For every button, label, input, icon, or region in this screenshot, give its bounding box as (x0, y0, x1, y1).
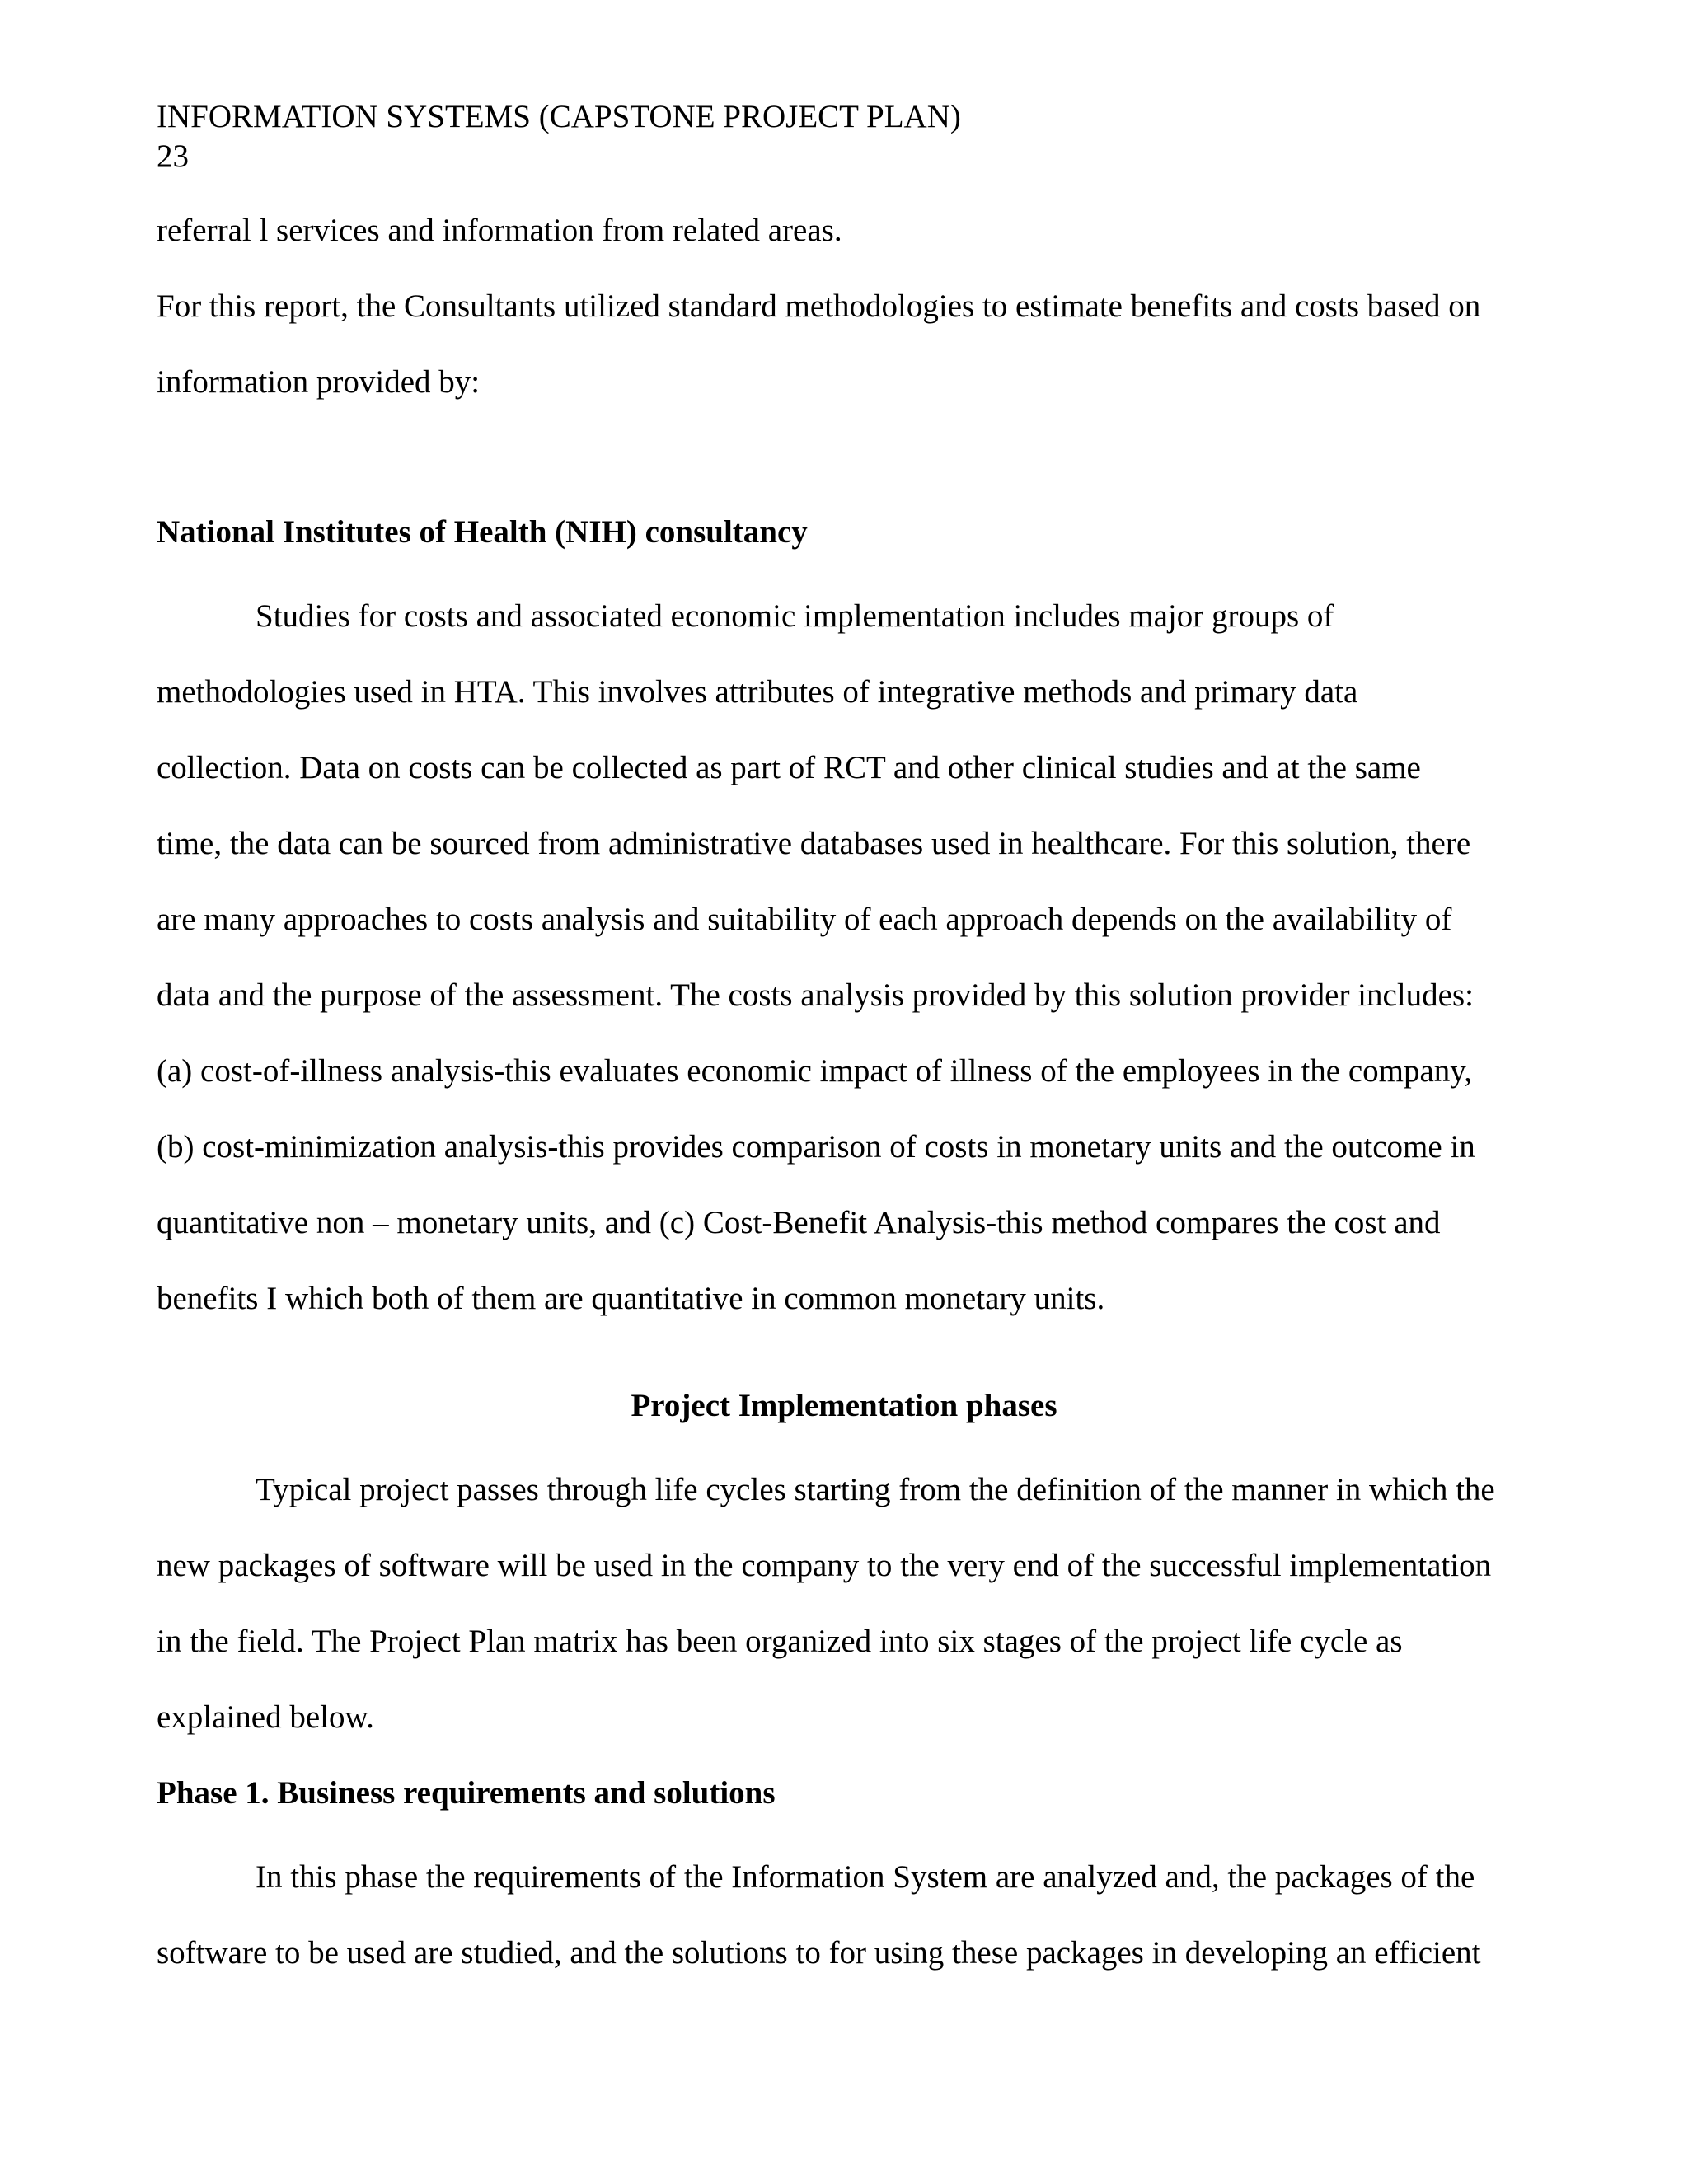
paragraph-line: time, the data can be sourced from administrative databases used in healthcare. For this solution, there (157, 826, 1471, 861)
paragraph-line: are many approaches to costs analysis and suitability of each approach depends on the availability of (157, 902, 1452, 937)
paragraph-line: Typical project passes through life cycles starting from the definition of the manner in which the (256, 1472, 1495, 1507)
paragraph-line: data and the purpose of the assessment. The costs analysis provided by this solution provider includes: (157, 977, 1474, 1013)
page-number: 23 (157, 138, 189, 174)
paragraph-line: In this phase the requirements of the Information System are analyzed and, the packages of the (256, 1859, 1475, 1895)
paragraph-line: information provided by: (157, 364, 481, 400)
paragraph-line: methodologies used in HTA. This involves attributes of integrative methods and primary data (157, 674, 1358, 710)
paragraph-line: For this report, the Consultants utilized standard methodologies to estimate benefits and costs based on (157, 288, 1481, 324)
section-heading-phase1: Phase 1. Business requirements and solutions (157, 1775, 776, 1811)
paragraph-line: in the field. The Project Plan matrix has been organized into six stages of the project life cycle as (157, 1624, 1403, 1659)
paragraph-line: referral l services and information from related areas. (157, 213, 842, 248)
paragraph-line: (b) cost-minimization analysis-this provides comparison of costs in monetary units and the outcome in (157, 1129, 1475, 1165)
paragraph-line: collection. Data on costs can be collected as part of RCT and other clinical studies and at the same (157, 750, 1421, 785)
paragraph-line: quantitative non – monetary units, and (c) Cost-Benefit Analysis-this method compares the cost and (157, 1205, 1441, 1240)
paragraph-line: new packages of software will be used in the company to the very end of the successful implementation (157, 1548, 1492, 1583)
paragraph-line: (a) cost-of-illness analysis-this evaluates economic impact of illness of the employees in the company, (157, 1053, 1473, 1089)
paragraph-line: benefits I which both of them are quantitative in common monetary units. (157, 1281, 1105, 1316)
section-heading-phases: Project Implementation phases (631, 1388, 1057, 1423)
section-heading-nih: National Institutes of Health (NIH) consultancy (157, 514, 808, 550)
paragraph-line: software to be used are studied, and the solutions to for using these packages in developing an efficient (157, 1935, 1481, 1971)
running-header-title: INFORMATION SYSTEMS (CAPSTONE PROJECT PLAN) (157, 99, 961, 134)
paragraph-line: Studies for costs and associated economic implementation includes major groups of (256, 598, 1334, 634)
paragraph-line: explained below. (157, 1699, 374, 1735)
